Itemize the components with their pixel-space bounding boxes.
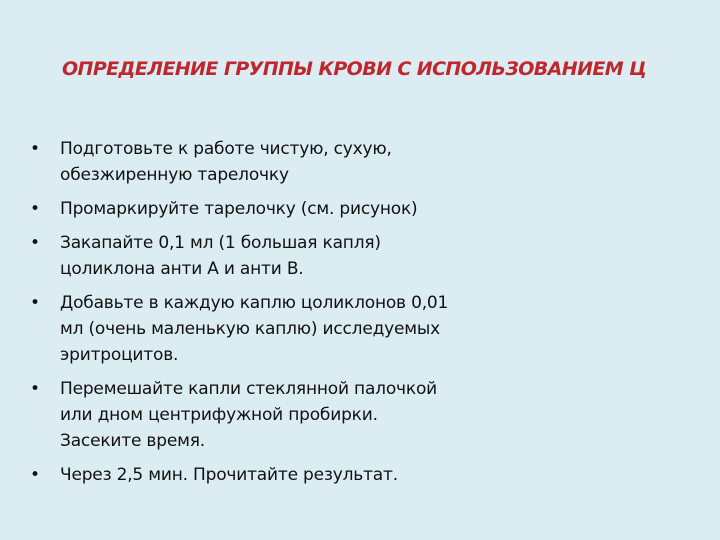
list-item xyxy=(30,376,510,454)
list-item-text: Закапайте 0,1 мл (1 большая капля) цоликлона анти А и анти В. xyxy=(60,233,381,279)
list-item-text: Добавьте в каждую каплю цоликлонов 0,01 мл (очень маленькую каплю) исследуемых эритроцитов. xyxy=(60,293,449,365)
list-item-text: Перемешайте капли стеклянной палочкой или дном центрифужной пробирки. Засеките время. xyxy=(60,379,437,451)
bullet-icon: • xyxy=(30,293,40,313)
list-item xyxy=(30,230,510,282)
list-item-text: Промаркируйте тарелочку (см. рисунок) xyxy=(60,199,418,219)
instruction-list xyxy=(30,136,510,496)
list-item xyxy=(30,196,510,222)
bullet-icon: • xyxy=(30,465,40,485)
list-item xyxy=(30,136,510,188)
list-item xyxy=(30,462,510,488)
list-item-text: Подготовьте к работе чистую, сухую, обезжиренную тарелочку xyxy=(60,139,392,185)
bullet-icon: • xyxy=(30,199,40,219)
list-item xyxy=(30,290,510,368)
bullet-icon: • xyxy=(30,233,40,253)
bullet-icon: • xyxy=(30,379,40,399)
slide-title: ОПРЕДЕЛЕНИЕ ГРУППЫ КРОВИ С ИСПОЛЬЗОВАНИЕМ Ц xyxy=(62,58,647,80)
list-item-text: Через 2,5 мин. Прочитайте результат. xyxy=(60,465,398,485)
bullet-icon: • xyxy=(30,139,40,159)
